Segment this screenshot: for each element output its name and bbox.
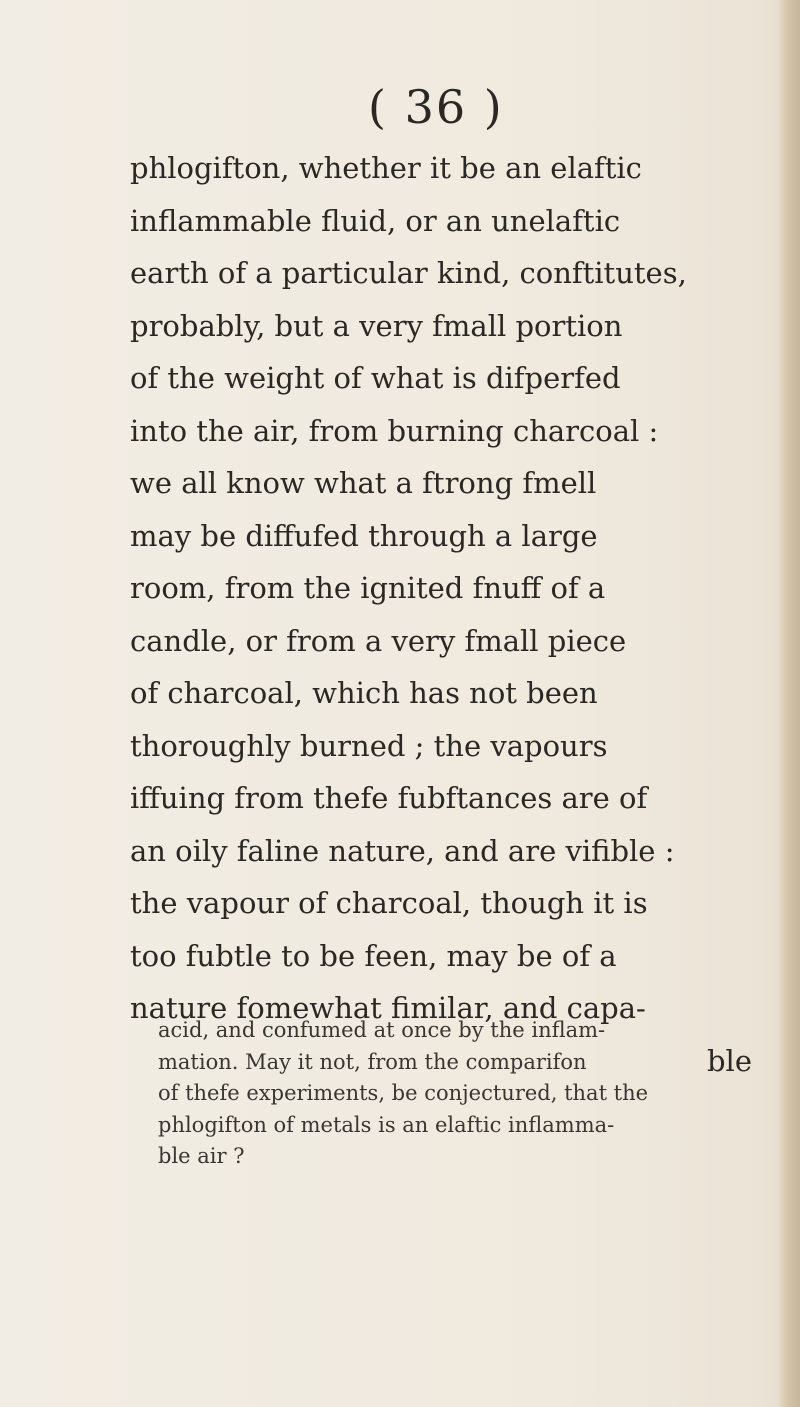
text-line: iffuing from thefe fubftances are of [130,781,648,815]
text-line: nature fomewhat fimilar, and capa- [130,991,646,1025]
text-line: of charcoal, which has not been [130,676,598,710]
page-number: ( 36 ) [368,80,504,134]
text-line: the vapour of charcoal, though it is [130,886,648,920]
footnote-line: phlogifton of metals is an elaftic inflamma- [158,1112,615,1137]
text-line: room, from the ignited fnuff of a [130,571,606,605]
footnote-line: ble air ? [158,1144,245,1168]
footnote-line: mation. May it not, from the comparifon [158,1049,587,1074]
text-line: thoroughly burned ; the vapours [130,728,608,763]
page-edge [778,0,800,1407]
text-line: into the air, from burning charcoal : [130,413,659,448]
text-line: may be diffufed through a large [130,518,598,553]
text-line: of the weight of what is difperfed [130,361,621,395]
text-line: phlogifton, whether it be an elaftic [130,151,642,185]
text-line: earth of a particular kind, conftitutes, [130,256,687,290]
catchword-line: ble [706,1043,752,1078]
text-line: we all know what a ftrong fmell [130,466,597,500]
footnote [158,1015,763,1173]
footnote-line: acid, and confumed at once by the inflam- [158,1018,606,1042]
text-line: candle, or from a very fmall piece [130,623,627,658]
text-line: too fubtle to be feen, may be of a [130,938,617,973]
text-line: inflammable fluid, or an unelaftic [130,203,621,238]
main-text [130,142,770,1087]
footnote-line: of thefe experiments, be conjectured, that the [158,1081,649,1105]
text-line: an oily faline nature, and are vifible : [130,833,675,868]
text-line: probably, but a very fmall portion [130,308,623,343]
